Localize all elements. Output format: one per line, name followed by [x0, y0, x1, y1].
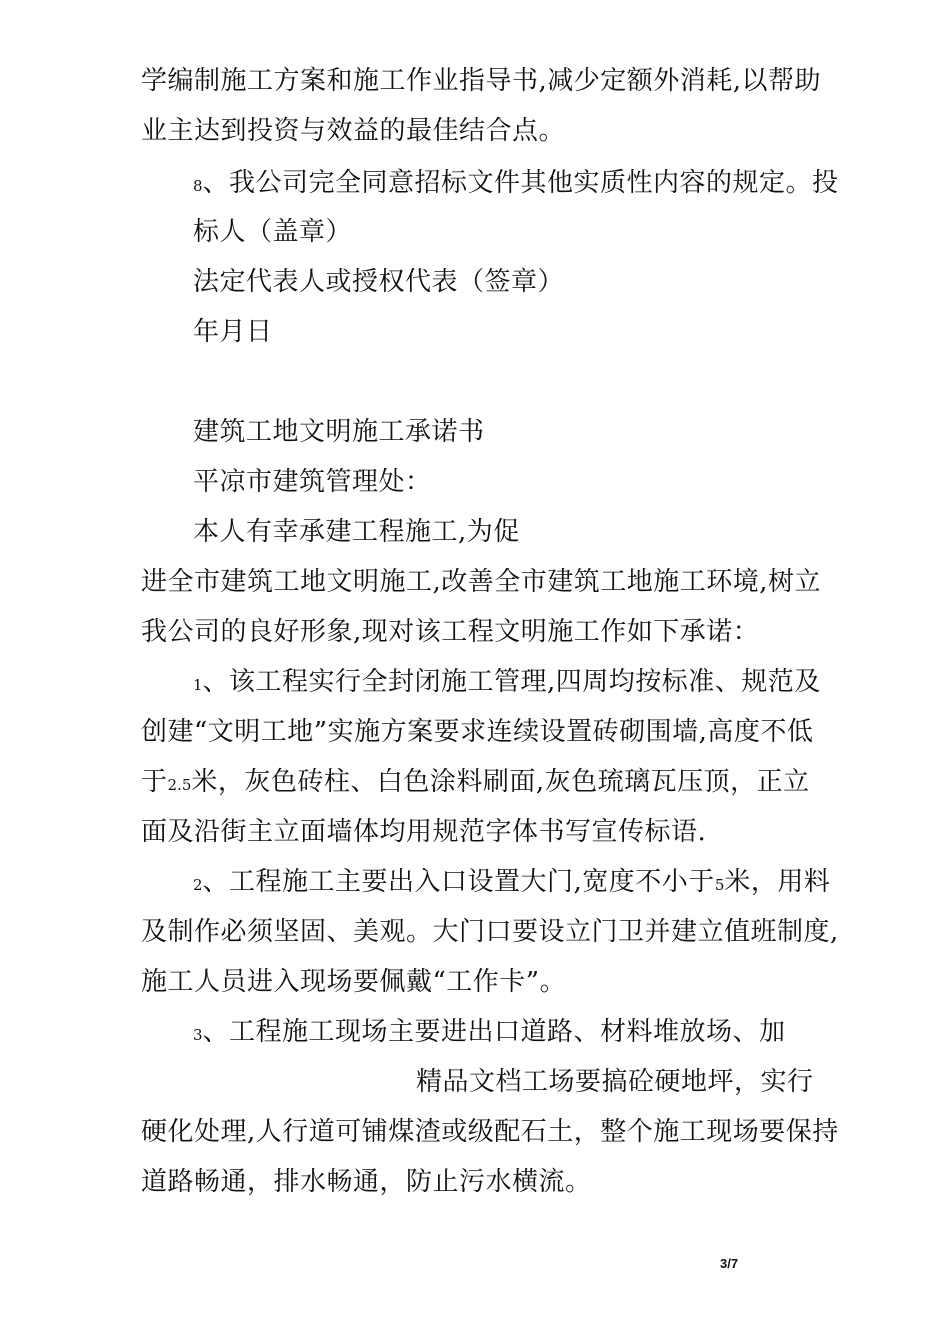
line-text: 年月日 — [193, 317, 273, 347]
line-text: 、工程施工现场主要进出口道路、材料堆放场、加 — [202, 1017, 786, 1047]
line-text: 、我公司完全同意招标文件其他实质性内容的规定。投 — [202, 168, 839, 198]
salutation — [193, 465, 432, 499]
text-line — [141, 114, 565, 148]
text-line — [193, 265, 564, 299]
text-line — [193, 215, 352, 249]
text-line — [193, 515, 520, 549]
line-text: 我公司的良好形象,现对该工程文明施工作如下承诺： — [141, 617, 760, 647]
item-number: 8 — [193, 177, 203, 195]
line-text: 精品文档工场要搞砼硬地坪，实行 — [416, 1067, 814, 1097]
list-item — [193, 865, 830, 902]
text-line — [193, 315, 273, 349]
line-text: 业主达到投资与效益的最佳结合点。 — [141, 116, 566, 146]
item-number: 1 — [193, 676, 203, 694]
line-text-prefix: 于 — [141, 767, 168, 797]
line-text: 道路畅通，排水畅通，防止污水横流。 — [141, 1167, 592, 1197]
text-line — [141, 64, 821, 98]
text-line — [416, 1065, 814, 1099]
line-text: 进全市建筑工地文明施工,改善全市建筑工地施工环境,树立 — [141, 567, 822, 597]
list-item — [193, 1015, 786, 1052]
text-line — [141, 915, 839, 949]
text-line — [141, 565, 821, 599]
text-line — [141, 1165, 592, 1199]
list-item — [193, 166, 839, 203]
line-text: 标人（盖章） — [193, 217, 353, 247]
item-number: 3 — [193, 1026, 203, 1044]
line-text: 施工人员进入现场要佩戴“工作卡”。 — [141, 967, 567, 997]
page-number: 3/7 — [720, 1256, 739, 1271]
line-text: 面及沿街主立面墙体均用规范字体书写宣传标语. — [141, 817, 707, 847]
line-text: 本人有幸承建工程施工,为促 — [193, 517, 520, 547]
list-item — [193, 665, 821, 702]
line-text: 、工程施工主要出入口设置大门,宽度不小于 — [202, 867, 715, 897]
line-text: 、该工程实行全封闭施工管理,四周均按标准、规范及 — [202, 667, 821, 697]
line-text-suffix: 米，用料 — [724, 867, 831, 897]
text-line — [141, 1115, 839, 1149]
line-text: 米，灰色砖柱、白色涂料刷面,灰色琉璃瓦压顶，正立 — [191, 767, 810, 797]
width-value: 5 — [714, 876, 725, 894]
line-text: 硬化处理,人行道可铺煤渣或级配石土，整个施工现场要保持 — [141, 1117, 839, 1147]
text-line — [141, 615, 759, 649]
line-text: 建筑工地文明施工承诺书 — [193, 417, 485, 447]
height-value: 2.5 — [167, 776, 192, 794]
line-text: 法定代表人或授权代表（签章） — [193, 267, 565, 297]
section-title — [193, 415, 485, 449]
line-text: 创建“文明工地”实施方案要求连续设置砖砌围墙,高度不低 — [141, 717, 814, 747]
text-line — [141, 765, 810, 802]
line-text: 平凉市建筑管理处： — [193, 467, 432, 497]
item-number: 2 — [193, 876, 203, 894]
line-text: 学编制施工方案和施工作业指导书,减少定额外消耗,以帮助 — [141, 66, 822, 96]
line-text: 及制作必须坚固、美观。大门口要设立门卫并建立值班制度, — [141, 917, 839, 947]
text-line — [141, 715, 813, 749]
text-line — [141, 815, 706, 849]
text-line — [141, 965, 566, 999]
